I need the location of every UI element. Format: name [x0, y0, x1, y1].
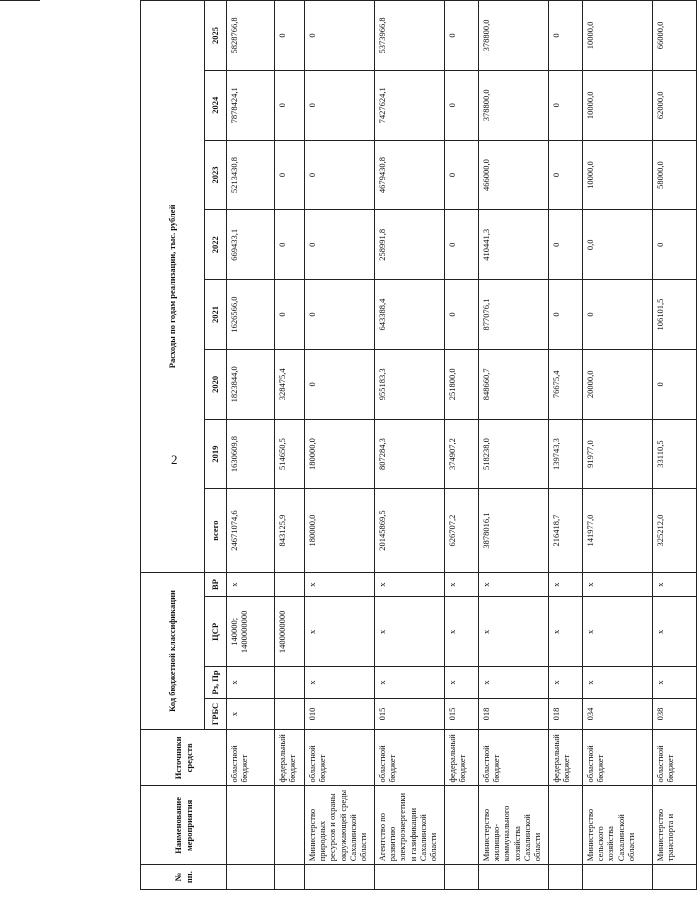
row-source: областной бюджет [375, 730, 445, 786]
row-value: 626707,2 [445, 489, 479, 572]
row-value: 180000,0 [305, 489, 375, 572]
row-value: 0 [275, 140, 305, 210]
row-value: 251800,0 [445, 349, 479, 419]
table-row [549, 1, 583, 890]
row-value: 5373966,8 [375, 1, 445, 71]
header-total: всего [205, 489, 227, 572]
row-value: 1823844,0 [227, 349, 275, 419]
header-vr: ВР [205, 572, 227, 597]
row-grbs: 034 [583, 698, 653, 730]
header-year: 2025 [205, 1, 227, 71]
row-csr: x [549, 597, 583, 667]
row-value: 466000,0 [479, 140, 549, 210]
table-row [227, 1, 275, 890]
header-year: 2022 [205, 210, 227, 280]
row-value: 20145869,5 [375, 489, 445, 572]
row-value: 877076,1 [479, 280, 549, 350]
header-year: 2020 [205, 349, 227, 419]
row-source: федеральный бюджет [275, 730, 305, 786]
row-vr: x [445, 572, 479, 597]
row-csr: x [305, 597, 375, 667]
row-source: федеральный бюджет [549, 730, 583, 786]
table-body [227, 1, 697, 890]
header-num: № пп. [141, 865, 227, 890]
row-value: 378800,0 [479, 1, 549, 71]
row-value: 76675,4 [549, 349, 583, 419]
row-vr [275, 572, 305, 597]
row-name: Министерство транспорта и [653, 786, 697, 865]
row-csr: 1400000000 [275, 597, 305, 667]
row-value: 325212,0 [653, 489, 697, 572]
header-name: Наименование мероприятия [141, 786, 227, 865]
row-value: 1630609,8 [227, 419, 275, 489]
row-value: 0 [305, 280, 375, 350]
row-value: 0 [445, 280, 479, 350]
row-grbs: 018 [549, 698, 583, 730]
row-value: 410441,3 [479, 210, 549, 280]
row-vr: x [549, 572, 583, 597]
row-value: 955183,3 [375, 349, 445, 419]
row-value: 0 [583, 280, 653, 350]
row-name: Министерство жилищно-коммунального хозяйства Сахалинской области [479, 786, 549, 865]
row-vr: x [583, 572, 653, 597]
row-value: 62000,0 [653, 70, 697, 140]
row-value: 180000,0 [305, 419, 375, 489]
row-value: 7427624,1 [375, 70, 445, 140]
row-value: 328475,4 [275, 349, 305, 419]
row-source: областной бюджет [583, 730, 653, 786]
row-value: 106101,5 [653, 280, 697, 350]
header-expenses: Расходы по годам реализации, тыс. рублей [141, 1, 205, 573]
header-year: 2021 [205, 280, 227, 350]
row-value: 0 [549, 210, 583, 280]
row-value: 3878016,1 [479, 489, 549, 572]
row-num [445, 865, 479, 890]
row-value: 24671074,6 [227, 489, 275, 572]
row-csr: x [653, 597, 697, 667]
row-value: 141977,0 [583, 489, 653, 572]
table-row [445, 1, 479, 890]
row-value: 0 [445, 140, 479, 210]
row-value: 66000,0 [653, 1, 697, 71]
row-value: 0 [305, 70, 375, 140]
header-year: 2024 [205, 70, 227, 140]
header-rzpr: Рз, Пр [205, 667, 227, 699]
row-value: 0 [275, 280, 305, 350]
row-csr: x [445, 597, 479, 667]
top-rule [0, 0, 40, 1]
row-value: 0 [653, 349, 697, 419]
row-value: 0 [305, 210, 375, 280]
row-value: 843125,9 [275, 489, 305, 572]
row-grbs: 015 [445, 698, 479, 730]
row-num [653, 865, 697, 890]
row-grbs: 038 [653, 698, 697, 730]
row-value: 5828766,8 [227, 1, 275, 71]
header-source: Источники средств [141, 730, 227, 786]
row-rzpr: x [305, 667, 375, 699]
header-grbs: ГРБС [205, 698, 227, 730]
row-rzpr: x [445, 667, 479, 699]
row-value: 518238,0 [479, 419, 549, 489]
row-value: 643388,4 [375, 280, 445, 350]
row-value: 0 [445, 210, 479, 280]
row-grbs: x [227, 698, 275, 730]
header-csr: ЦСР [205, 597, 227, 667]
row-value: 91977,0 [583, 419, 653, 489]
row-value: 0 [653, 210, 697, 280]
row-value: 848660,7 [479, 349, 549, 419]
row-num [227, 865, 275, 890]
row-value: 10000,0 [583, 70, 653, 140]
row-value: 20000,0 [583, 349, 653, 419]
row-value: 0 [305, 140, 375, 210]
row-vr: x [227, 572, 275, 597]
header-year: 2019 [205, 419, 227, 489]
row-value: 139743,3 [549, 419, 583, 489]
rotated-table-wrapper [140, 0, 676, 890]
row-value: 10000,0 [583, 140, 653, 210]
row-num [275, 865, 305, 890]
row-grbs: 018 [479, 698, 549, 730]
row-source: областной бюджет [653, 730, 697, 786]
row-value: 0 [275, 70, 305, 140]
row-value: 0 [275, 210, 305, 280]
row-value: 0 [549, 70, 583, 140]
row-vr: x [479, 572, 549, 597]
row-name: Министерство природных ресурсов и охраны окружающей среды Сахалинской области [305, 786, 375, 865]
row-rzpr: x [479, 667, 549, 699]
row-grbs [275, 698, 305, 730]
row-value: 10000,0 [583, 1, 653, 71]
table-row [479, 1, 549, 890]
row-num [305, 865, 375, 890]
row-value: 378800,0 [479, 70, 549, 140]
row-value: 0 [445, 1, 479, 71]
row-name [275, 786, 305, 865]
row-value: 0 [549, 140, 583, 210]
row-value: 1626566,0 [227, 280, 275, 350]
row-num [375, 865, 445, 890]
row-value: 5213430,8 [227, 140, 275, 210]
row-name: Агентство по развитию электроэнергетики и газификации Сахалинской области [375, 786, 445, 865]
row-value: 216418,7 [549, 489, 583, 572]
row-num [549, 865, 583, 890]
row-source: федеральный бюджет [445, 730, 479, 786]
row-vr: x [375, 572, 445, 597]
row-rzpr: x [375, 667, 445, 699]
table-row [305, 1, 375, 890]
row-value: 58000,0 [653, 140, 697, 210]
row-name [549, 786, 583, 865]
row-rzpr: x [227, 667, 275, 699]
row-grbs: 010 [305, 698, 375, 730]
row-rzpr: x [583, 667, 653, 699]
row-value: 0 [445, 70, 479, 140]
row-value: 0 [305, 349, 375, 419]
row-value: 807284,3 [375, 419, 445, 489]
row-vr: x [305, 572, 375, 597]
header-kbk: Код бюджетной классификации [141, 572, 205, 730]
row-rzpr [275, 667, 305, 699]
row-value: 0 [305, 1, 375, 71]
row-value: 0 [549, 1, 583, 71]
row-name: Министерство сельского хозяйства Сахалинской области [583, 786, 653, 865]
budget-table [140, 0, 697, 890]
row-value: 0 [549, 280, 583, 350]
row-source: областной бюджет [227, 730, 275, 786]
row-value: 374907,2 [445, 419, 479, 489]
row-value: 0,0 [583, 210, 653, 280]
row-value: 33110,5 [653, 419, 697, 489]
row-grbs: 015 [375, 698, 445, 730]
row-value: 7878424,1 [227, 70, 275, 140]
row-source: областной бюджет [305, 730, 375, 786]
row-rzpr: x [549, 667, 583, 699]
row-csr: x [583, 597, 653, 667]
page-number: 2 [171, 452, 178, 467]
header-year: 2023 [205, 140, 227, 210]
table-row [653, 1, 697, 890]
row-csr: 140000; 1400000000 [227, 597, 275, 667]
row-vr: x [653, 572, 697, 597]
row-name [227, 786, 275, 865]
row-value: 4679430,8 [375, 140, 445, 210]
row-csr: x [375, 597, 445, 667]
row-value: 258991,8 [375, 210, 445, 280]
row-value: 0 [275, 1, 305, 71]
row-value: 514650,5 [275, 419, 305, 489]
row-rzpr: x [653, 667, 697, 699]
row-value: 669433,1 [227, 210, 275, 280]
row-source: областной бюджет [479, 730, 549, 786]
row-csr: x [479, 597, 549, 667]
table-row [375, 1, 445, 890]
table-row [275, 1, 305, 890]
row-num [479, 865, 549, 890]
table-row [583, 1, 653, 890]
row-num [583, 865, 653, 890]
row-name [445, 786, 479, 865]
